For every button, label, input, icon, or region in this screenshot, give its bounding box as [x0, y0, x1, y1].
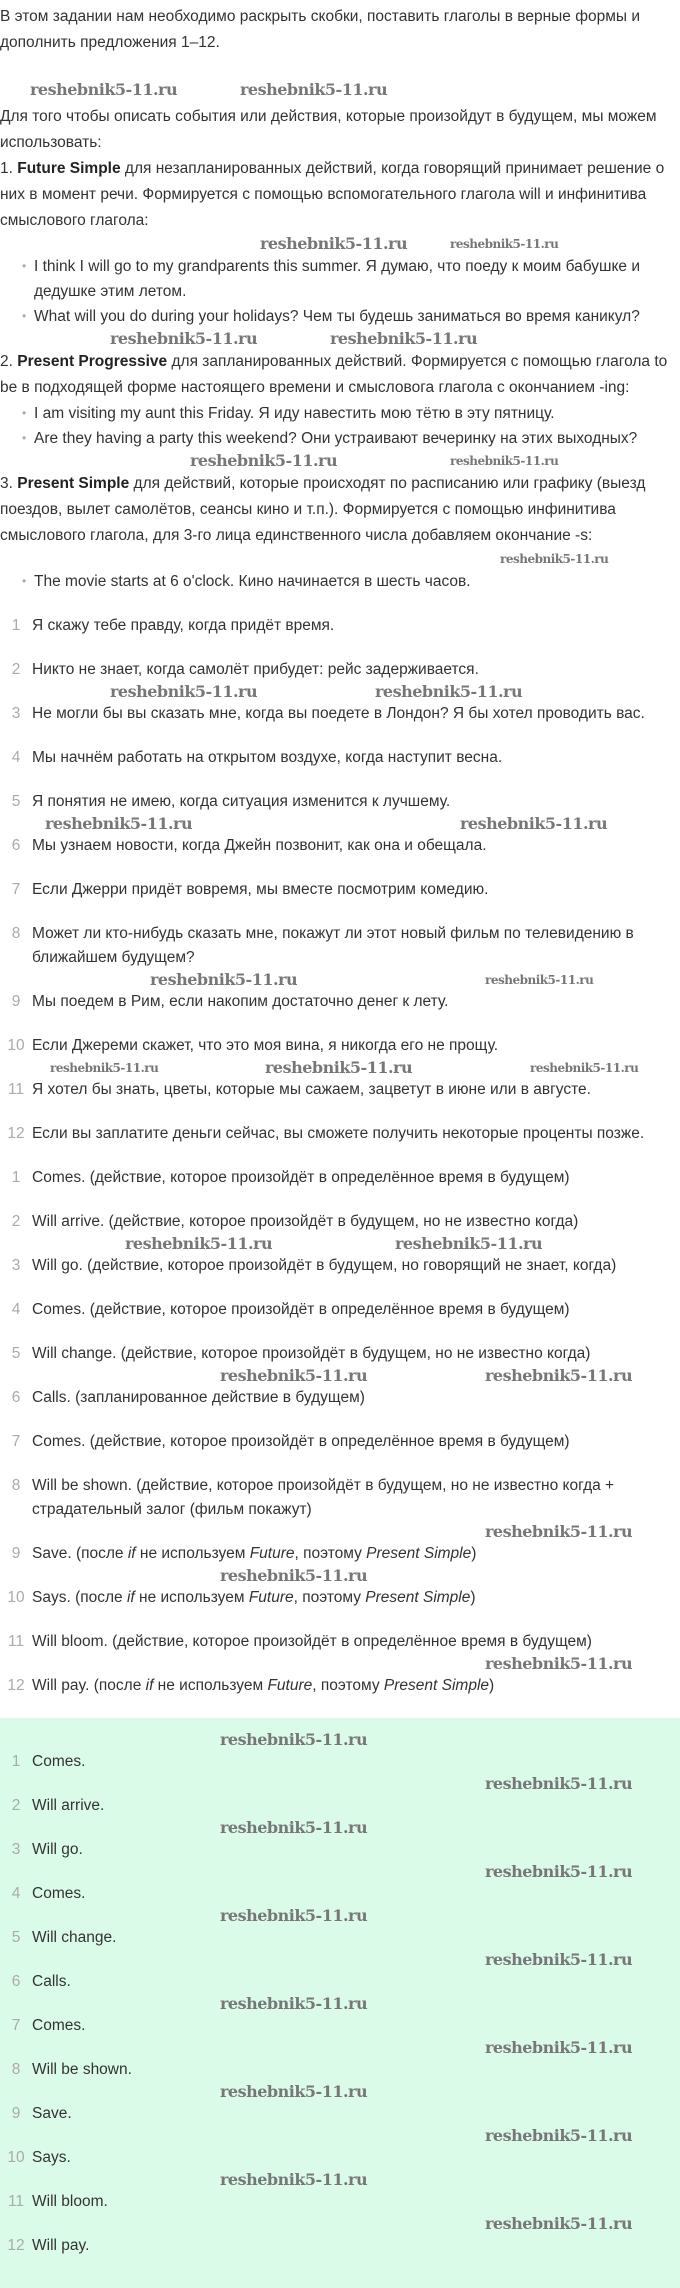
text-segment: Will bloom. (действие, которое произойдёт в определённое время в будущем): [32, 1633, 592, 1650]
item-text: Comes.: [32, 2017, 86, 2034]
item-text: Comes.: [32, 1885, 86, 1902]
watermark: reshebnik5-11.ru: [485, 1862, 633, 1881]
item-text: Мы узнаем новости, когда Джейн позвонит, как она и обещала.: [32, 837, 487, 854]
text-segment: Will go. (действие, которое произойдёт в будущем, но говорящий не знает, когда): [32, 1257, 617, 1274]
list-item: [0, 1750, 680, 1774]
text-segment: Says. (после: [32, 1589, 127, 1606]
item-text: [32, 1630, 672, 1654]
item-number: 11: [7, 1633, 25, 1650]
answer-list: [0, 1730, 680, 2278]
item-number: 5: [11, 793, 21, 810]
watermark: reshebnik5-11.ru: [220, 2170, 368, 2189]
list-item: [0, 2058, 680, 2082]
text-segment: Save. (после: [32, 1545, 128, 1562]
watermark-row: [0, 1994, 680, 2014]
list-item: [0, 1926, 680, 1950]
item-number: 4: [11, 749, 21, 766]
spacer: [0, 1454, 680, 1474]
watermark-row: [0, 2214, 680, 2234]
text-segment: не используем: [135, 1545, 250, 1562]
text-segment: Comes. (действие, которое произойдёт в определённое время в будущем): [32, 1169, 570, 1186]
list-item: [0, 1078, 680, 1102]
spacer: [0, 1410, 680, 1430]
rule-3: [0, 471, 680, 549]
watermark: reshebnik5-11.ru: [485, 1654, 633, 1673]
item-text: Will pay.: [32, 2237, 90, 2254]
list-item: [0, 2102, 680, 2126]
watermark: reshebnik5-11.ru: [190, 451, 338, 470]
item-text: Мы начнём работать на открытом воздухе, когда наступит весна.: [32, 749, 503, 766]
item-number: 10: [7, 1037, 25, 1054]
item-number: 1: [11, 1753, 21, 1770]
item-number: 5: [11, 1345, 21, 1362]
item-text: [32, 1298, 672, 1322]
list-item: [0, 1838, 680, 1862]
item-text: [32, 1342, 672, 1366]
spacer: [0, 1610, 680, 1630]
watermark-row: [0, 2082, 680, 2102]
item-number: 11: [7, 2193, 25, 2210]
watermark-row: [0, 814, 680, 834]
item-number: 7: [11, 2017, 21, 2034]
text-segment: Future: [267, 1677, 313, 1694]
text-segment: ): [471, 1545, 477, 1562]
watermark-row: [0, 329, 680, 349]
item-number: 2: [11, 1797, 21, 1814]
rule-text: для запланированных действий. Формируется с помощью глагола to be в подходящей форме настоящего времени и смысловога глагола с окончанием -ing:: [0, 353, 668, 396]
text-segment: Future: [249, 1545, 295, 1562]
list-item: [0, 878, 680, 902]
text-segment: Will change. (действие, которое произойдёт в будущем, но не известно когда): [32, 1345, 591, 1362]
watermark-row: [0, 549, 680, 569]
watermark: reshebnik5-11.ru: [485, 2214, 633, 2233]
spacer: [0, 770, 680, 790]
list-item: [0, 1034, 680, 1058]
item-text: Я хотел бы знать, цветы, которые мы сажаем, зацветут в июне или в августе.: [32, 1081, 591, 1098]
text-segment: if: [145, 1677, 154, 1694]
rule-term: Future Simple: [17, 160, 121, 177]
list-item: [0, 1122, 680, 1146]
watermark-row: [0, 1058, 680, 1078]
rule-term: Present Progressive: [17, 353, 168, 370]
item-text: [32, 1166, 672, 1190]
item-text: Will change.: [32, 1929, 117, 1946]
watermark-row: [0, 970, 680, 990]
item-text: [32, 1474, 672, 1522]
example-item: • The movie starts at 6 o'clock. Кино начинается в шесть часов.: [22, 569, 680, 594]
item-text: [32, 1674, 672, 1698]
rule-2: [0, 349, 680, 401]
item-number: 9: [11, 2105, 21, 2122]
spacer: [0, 726, 680, 746]
example-item: • Are they having a party this weekend? Они устраивают вечеринку на этих выходных?: [22, 426, 680, 451]
watermark-row: [0, 1366, 680, 1386]
watermark: reshebnik5-11.ru: [485, 1774, 633, 1793]
item-text: [32, 1586, 672, 1610]
watermark: reshebnik5-11.ru: [485, 973, 594, 987]
watermark-row: [0, 682, 680, 702]
rule-term: Present Simple: [17, 475, 130, 492]
item-number: 3: [11, 1257, 21, 1274]
text-segment: не используем: [153, 1677, 268, 1694]
intro-paragraph: Для того чтобы описать события или действия, которые произойдут в будущем, мы можем использовать:: [0, 108, 657, 151]
list-item: [0, 658, 680, 682]
item-number: 12: [7, 1125, 25, 1142]
watermark-row: [0, 1818, 680, 1838]
list-item: [0, 1794, 680, 1818]
item-number: 10: [7, 1589, 25, 1606]
answer-box: [0, 1718, 680, 2288]
item-text: Comes.: [32, 1753, 86, 1770]
watermark-row: [0, 1522, 680, 1542]
item-number: 7: [11, 1433, 21, 1450]
item-number: 9: [11, 1545, 21, 1562]
text-segment: if: [126, 1589, 135, 1606]
watermark: reshebnik5-11.ru: [220, 1366, 368, 1385]
spacer: [0, 1278, 680, 1298]
item-number: 4: [11, 1301, 21, 1318]
item-number: 6: [11, 1973, 21, 1990]
watermark: reshebnik5-11.ru: [220, 1566, 368, 1585]
item-number: 12: [7, 1677, 25, 1694]
watermark: reshebnik5-11.ru: [460, 814, 608, 833]
list-item: [0, 1386, 680, 1410]
watermark: reshebnik5-11.ru: [220, 1730, 368, 1749]
item-text: Calls.: [32, 1973, 71, 1990]
text-segment: Will arrive. (действие, которое произойдёт в будущем, но не известно когда): [32, 1213, 579, 1230]
item-text: Не могли бы вы сказать мне, когда вы поедете в Лондон? Я бы хотел проводить вас.: [32, 705, 645, 722]
item-text: Will be shown.: [32, 2061, 132, 2078]
list-item: [0, 2190, 680, 2214]
watermark-row: [0, 1906, 680, 1926]
text-segment: Will be shown. (действие, которое произойдёт в будущем, но не известно когда + страдательный залог (фильм покажут): [32, 1477, 615, 1518]
list-item: [0, 2014, 680, 2038]
example-item: • I am visiting my aunt this Friday. Я иду навестить мою тётю в эту пятницу.: [22, 401, 680, 426]
spacer: [0, 1698, 680, 1718]
spacer: [0, 1190, 680, 1210]
list-item: [0, 1430, 680, 1454]
item-number: 12: [7, 2237, 25, 2254]
text-segment: не используем: [134, 1589, 249, 1606]
item-text: Может ли кто-нибудь сказать мне, покажут ли этот новый фильм по телевидению в ближайшем будущем?: [32, 925, 634, 966]
watermark: reshebnik5-11.ru: [150, 970, 298, 989]
watermark: reshebnik5-11.ru: [30, 80, 178, 99]
list-item: [0, 1474, 680, 1522]
spacer: [0, 1102, 680, 1122]
item-number: 11: [7, 1081, 25, 1098]
watermark-row: [0, 2126, 680, 2146]
rule-1: [0, 156, 680, 234]
item-number: 4: [11, 1885, 21, 1902]
item-number: 10: [7, 2149, 25, 2166]
item-number: 8: [11, 925, 21, 942]
watermark: reshebnik5-11.ru: [220, 1994, 368, 2013]
item-number: 3: [11, 1841, 21, 1858]
list-item: [0, 1970, 680, 1994]
list-item: [0, 746, 680, 770]
list-item: [0, 2234, 680, 2258]
watermark: reshebnik5-11.ru: [260, 234, 408, 253]
text-segment: ): [489, 1677, 495, 1694]
item-number: 9: [11, 993, 21, 1010]
spacer: [0, 1014, 680, 1034]
watermark: reshebnik5-11.ru: [485, 1522, 633, 1541]
item-number: 7: [11, 881, 21, 898]
item-number: 2: [11, 661, 21, 678]
item-text: Если Джереми скажет, что это моя вина, я никогда его не прощу.: [32, 1037, 499, 1054]
item-text: [32, 1254, 672, 1278]
example-item: • I think I will go to my grandparents this summer. Я думаю, что поеду к моим бабушке и дедушке этим летом.: [22, 254, 680, 304]
text-segment: if: [127, 1545, 136, 1562]
list-item: [0, 990, 680, 1014]
watermark: reshebnik5-11.ru: [500, 552, 609, 566]
rule-text: для действий, которые происходят по расписанию или графику (выезд поездов, вылет самолётов, сеансы кино и т.п.). Формируется с помощью инфинитива смыслового глагола, для 3-го лица единственного числа добавляем окончание -s:: [0, 475, 646, 544]
watermark: reshebnik5-11.ru: [530, 1061, 639, 1075]
item-text: Will go.: [32, 1841, 83, 1858]
item-text: Says.: [32, 2149, 71, 2166]
list-item: [0, 1166, 680, 1190]
watermark: reshebnik5-11.ru: [220, 1906, 368, 1925]
watermark: reshebnik5-11.ru: [45, 814, 193, 833]
item-number: 3: [11, 705, 21, 722]
spacer: [0, 1322, 680, 1342]
item-number: 5: [11, 1929, 21, 1946]
watermark: reshebnik5-11.ru: [110, 682, 258, 701]
text-segment: Present Simple: [366, 1545, 472, 1562]
text-segment: Future: [248, 1589, 294, 1606]
item-number: 1: [11, 617, 21, 634]
list-item: [0, 1674, 680, 1698]
item-number: 1: [11, 1169, 21, 1186]
list-item: [0, 702, 680, 726]
item-text: Если вы заплатите деньги сейчас, вы сможете получить некоторые проценты позже.: [32, 1125, 645, 1142]
item-text: Мы поедем в Рим, если накопим достаточно денег к лету.: [32, 993, 449, 1010]
rule-text: для незапланированных действий, когда говорящий принимает решение о них в момент речи. Формируется с помощью вспомогательного глагола will и инфинитива смыслового глагола:: [0, 160, 665, 229]
item-text: Will bloom.: [32, 2193, 108, 2210]
spacer: [0, 56, 680, 80]
rule-number: 1.: [0, 160, 13, 177]
spacer: [0, 1146, 680, 1166]
watermark: reshebnik5-11.ru: [485, 1950, 633, 1969]
intro-text: В этом задании нам необходимо раскрыть скобки, поставить глаголы в верные формы и дополнить предложения 1–12.: [0, 8, 640, 51]
watermark: reshebnik5-11.ru: [450, 237, 559, 251]
spacer: [0, 902, 680, 922]
watermark: reshebnik5-11.ru: [110, 329, 258, 348]
text-segment: Comes. (действие, которое произойдёт в определённое время в будущем): [32, 1301, 570, 1318]
watermark: reshebnik5-11.ru: [485, 1366, 633, 1385]
list-item: [0, 1342, 680, 1366]
item-text: Я понятия не имею, когда ситуация изменится к лучшему.: [32, 793, 451, 810]
list-item: [0, 614, 680, 638]
list-item: [0, 1882, 680, 1906]
watermark: reshebnik5-11.ru: [375, 682, 523, 701]
item-number: 8: [11, 1477, 21, 1494]
watermark-row: [0, 1234, 680, 1254]
rule-number: 2.: [0, 353, 13, 370]
list-item: [0, 1298, 680, 1322]
list-item: [0, 834, 680, 858]
watermark-row: [0, 234, 680, 254]
sentence-list: [0, 614, 680, 1166]
watermark-row: [0, 1730, 680, 1750]
spacer: [0, 858, 680, 878]
list-item: [0, 1254, 680, 1278]
watermark: reshebnik5-11.ru: [330, 329, 478, 348]
watermark: reshebnik5-11.ru: [450, 454, 559, 468]
item-text: Will arrive.: [32, 1797, 105, 1814]
list-item: [0, 1542, 680, 1566]
text-segment: ): [470, 1589, 476, 1606]
watermark: reshebnik5-11.ru: [240, 80, 388, 99]
item-number: 8: [11, 2061, 21, 2078]
watermark-row: [0, 1654, 680, 1674]
text-segment: , поэтому: [294, 1545, 367, 1562]
watermark-row: [0, 2170, 680, 2190]
watermark: reshebnik5-11.ru: [50, 1061, 159, 1075]
item-number: 2: [11, 1213, 21, 1230]
watermark: reshebnik5-11.ru: [125, 1234, 273, 1253]
list-item: [0, 790, 680, 814]
watermark: reshebnik5-11.ru: [220, 1818, 368, 1837]
item-text: [32, 1542, 672, 1566]
list-item: [0, 2146, 680, 2170]
text-segment: Comes. (действие, которое произойдёт в определённое время в будущем): [32, 1433, 570, 1450]
text-segment: , поэтому: [293, 1589, 366, 1606]
text-segment: Present Simple: [383, 1677, 490, 1694]
item-text: Если Джерри придёт вовремя, мы вместе посмотрим комедию.: [32, 881, 489, 898]
watermark: reshebnik5-11.ru: [395, 1234, 543, 1253]
list-item: [0, 922, 680, 970]
text-segment: Will pay. (после: [32, 1677, 146, 1694]
text-segment: Present Simple: [365, 1589, 471, 1606]
watermark: reshebnik5-11.ru: [220, 2082, 368, 2101]
text-segment: , поэтому: [312, 1677, 384, 1694]
watermark-row: [0, 451, 680, 471]
example-item: • What will you do during your holidays? Чем ты будешь заниматься во время каникул?: [22, 304, 680, 329]
watermark: reshebnik5-11.ru: [485, 2038, 633, 2057]
watermark-row: [0, 1566, 680, 1586]
spacer: [0, 2258, 680, 2278]
watermark: reshebnik5-11.ru: [485, 2126, 633, 2145]
item-text: Я скажу тебе правду, когда придёт время.: [32, 617, 335, 634]
list-item: [0, 1210, 680, 1234]
watermark-row: [0, 80, 680, 104]
spacer: [0, 594, 680, 614]
list-item: [0, 1586, 680, 1610]
item-number: 6: [11, 837, 21, 854]
item-number: 6: [11, 1389, 21, 1406]
explanation-list: [0, 1166, 680, 1718]
rule-number: 3.: [0, 475, 13, 492]
watermark-row: [0, 1774, 680, 1794]
item-text: Никто не знает, когда самолёт прибудет: рейс задерживается.: [32, 661, 479, 678]
spacer: [0, 638, 680, 658]
item-text: [32, 1386, 672, 1410]
text-segment: Calls. (запланированное действие в будущем): [32, 1389, 365, 1406]
list-item: [0, 1630, 680, 1654]
watermark: reshebnik5-11.ru: [265, 1058, 413, 1077]
watermark-row: [0, 1950, 680, 1970]
item-text: [32, 1430, 672, 1454]
item-text: [32, 1210, 672, 1234]
watermark-row: [0, 2038, 680, 2058]
item-text: Save.: [32, 2105, 72, 2122]
watermark-row: [0, 1862, 680, 1882]
